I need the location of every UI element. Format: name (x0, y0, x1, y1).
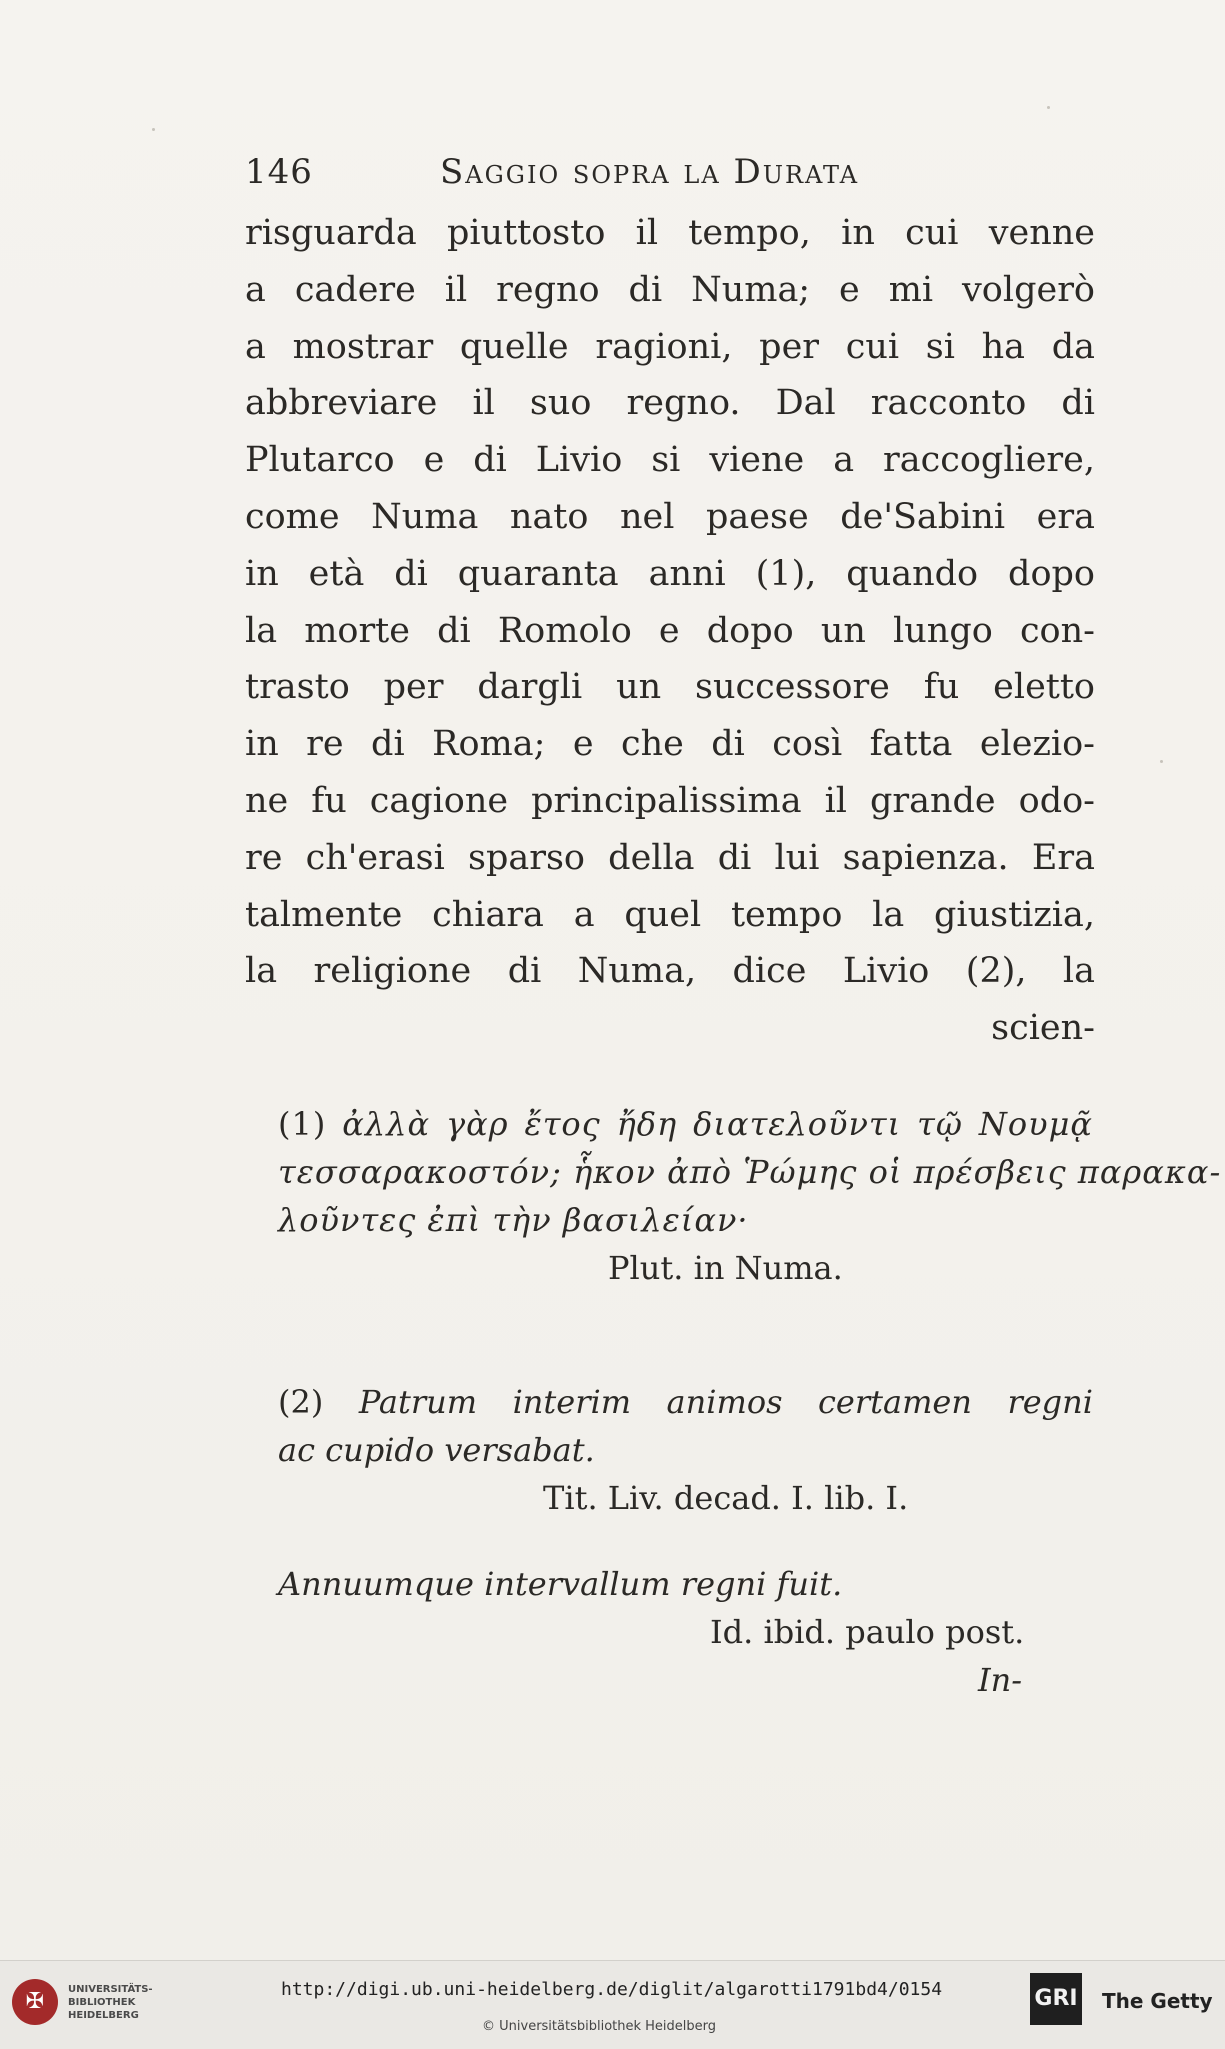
heidelberg-seal-icon: ✠ (12, 1979, 58, 2025)
body-text (245, 205, 1095, 1057)
footnote-greek-line (278, 1100, 1093, 1148)
body-line: Plutarco e di Livio si viene a raccogliere, (245, 440, 1095, 481)
footnote-3 (278, 1560, 1093, 1704)
page-header (245, 152, 925, 202)
footnote-latin-line: Annuumque intervallum regni fuit. (278, 1565, 843, 1603)
body-line: la morte di Romolo e dopo un lungo con- (245, 610, 1095, 651)
body-line: a cadere il regno di Numa; e mi volgerò (245, 269, 1095, 310)
paper-speck (1160, 760, 1163, 763)
footnote-1 (278, 1100, 1222, 1292)
footnote-greek-text: ἀλλὰ γὰρ ἔτος ἤδη διατελοῦντι τῷ Νουμᾷ (342, 1105, 1094, 1143)
body-line: trasto per dargli un successore fu eletto (245, 667, 1095, 708)
running-title: Saggio sopra la Durata (440, 152, 860, 192)
body-line: a mostrar quelle ragioni, per cui si ha da (245, 326, 1095, 367)
footnote-2 (278, 1378, 1093, 1522)
footnote-citation: Id. ibid. paulo post. (710, 1613, 1025, 1651)
body-line: in età di quaranta anni (1), quando dopo (245, 553, 1095, 594)
body-line: abbreviare il suo regno. Dal racconto di (245, 383, 1095, 424)
body-line: come Numa nato nel paese de'Sabini era (245, 496, 1095, 537)
footnote-catchword: In- (978, 1661, 1023, 1699)
copyright-notice: © Universitätsbibliothek Heidelberg (482, 2019, 717, 2034)
footnote-greek-line: λοῦντες ἐπὶ τὴν βασιλείαν· (278, 1201, 749, 1239)
body-line: re ch'erasi sparso della di lui sapienza. Era (245, 837, 1095, 878)
footnote-citation: Plut. in Numa. (608, 1249, 843, 1287)
viewer-footer (0, 1960, 1225, 2049)
footnote-marker: (2) (278, 1383, 324, 1421)
page-number: 146 (245, 152, 313, 192)
body-line: in re di Roma; e che di così fatta elezio- (245, 724, 1095, 765)
paper-speck (1047, 106, 1050, 109)
footnote-marker: (1) (278, 1105, 327, 1143)
footnote-latin-text: Patrum interim animos certamen regni (358, 1383, 1094, 1421)
body-line: risguarda piuttosto il tempo, in cui venne (245, 213, 1095, 253)
footnote-citation: Tit. Liv. decad. I. lib. I. (543, 1479, 909, 1517)
library-name: UNIVERSITÄTS- BIBLIOTHEK HEIDELBERG (68, 1984, 153, 2021)
body-line: ne fu cagione principalissima il grande odo- (245, 780, 1095, 821)
getty-logo[interactable] (1030, 1973, 1220, 2039)
university-library-logo[interactable] (12, 1979, 162, 2031)
catchword: scien- (991, 1008, 1095, 1049)
body-line: talmente chiara a quel tempo la giustizia, (245, 894, 1095, 935)
getty-name: The Getty (1102, 1989, 1213, 2013)
footnote-latin-line: ac cupido versabat. (278, 1431, 595, 1469)
paper-speck (152, 128, 155, 131)
footnote-latin-line (278, 1378, 1093, 1426)
footnote-greek-line: τεσσαρακοστόν; ἧκον ἀπὸ Ῥώμης οἱ πρέσβεις παρακα- (278, 1153, 1222, 1191)
getty-mark-icon: GRI (1030, 1973, 1082, 2025)
body-line: la religione di Numa, dice Livio (2), la (245, 951, 1095, 992)
permalink-url[interactable]: http://digi.ub.uni-heidelberg.de/diglit/algarotti1791bd4/0154 (281, 1979, 943, 2000)
